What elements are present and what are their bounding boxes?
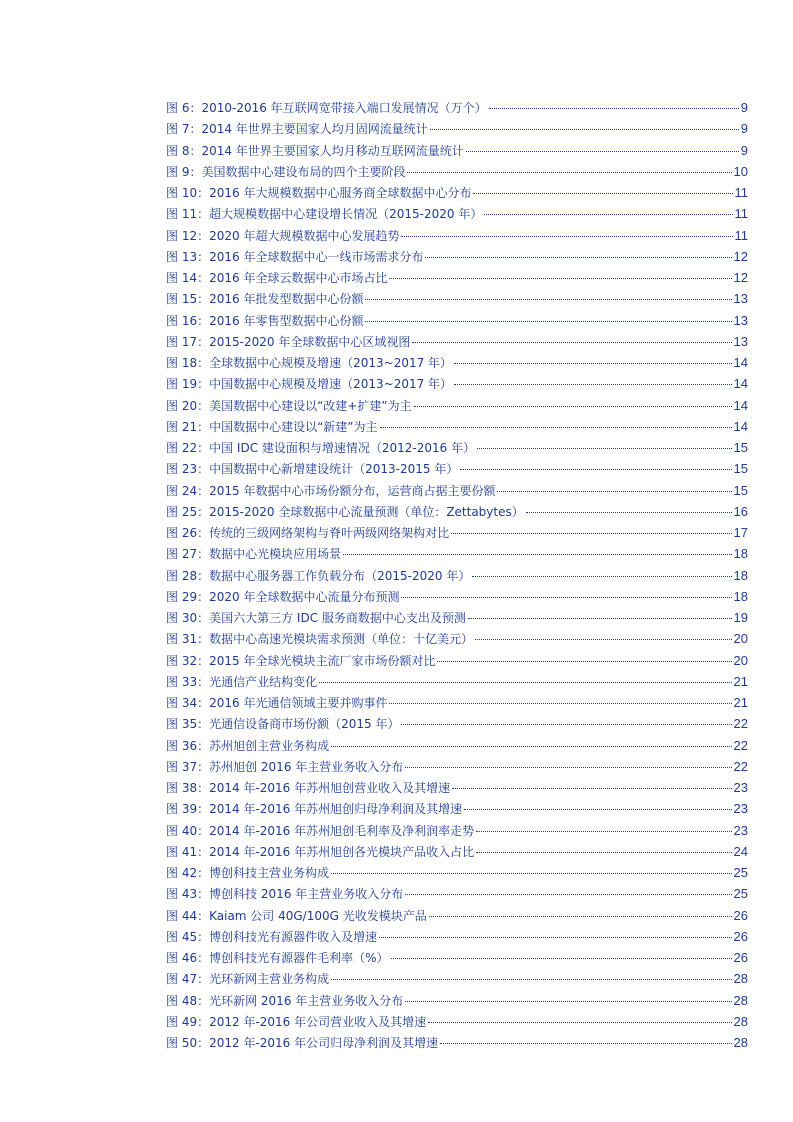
page-number[interactable]: 9 bbox=[740, 100, 748, 115]
figure-number: 图 10： bbox=[166, 186, 210, 200]
toc-entry[interactable] bbox=[166, 650, 748, 671]
dot-leader bbox=[425, 257, 731, 258]
toc-entry[interactable] bbox=[166, 1032, 748, 1053]
figure-title-link[interactable]: 苏州旭创 2016 年主营业务收入分布 bbox=[209, 759, 404, 774]
figure-title-link[interactable]: 2014 年-2016 年苏州旭创营业收入及其增速 bbox=[209, 781, 451, 795]
figure-number: 图 6： bbox=[166, 101, 202, 115]
page-number[interactable]: 11 bbox=[734, 206, 748, 222]
page-number[interactable]: 18 bbox=[733, 546, 748, 562]
toc-entry[interactable] bbox=[166, 225, 748, 246]
dot-leader bbox=[343, 554, 731, 555]
toc-entry[interactable] bbox=[166, 246, 748, 267]
figure-number: 图 35： bbox=[166, 717, 210, 732]
figure-title-link[interactable]: 2015-2020 年全球数据中心区域视图 bbox=[209, 334, 411, 349]
figure-number: 图 26： bbox=[166, 526, 210, 540]
page-number[interactable]: 14 bbox=[733, 376, 748, 392]
figure-number: 图 34： bbox=[166, 696, 210, 710]
figure-number: 图 19： bbox=[166, 377, 210, 392]
toc-entry[interactable] bbox=[166, 395, 748, 416]
toc-entry[interactable] bbox=[166, 331, 748, 352]
toc-entry[interactable] bbox=[166, 118, 748, 139]
page-number[interactable]: 22 bbox=[733, 716, 748, 732]
figure-number: 图 30： bbox=[166, 611, 210, 625]
dot-leader bbox=[405, 1001, 731, 1002]
toc-entry[interactable] bbox=[166, 607, 748, 628]
toc-entry[interactable] bbox=[166, 373, 748, 394]
figure-number: 图 32： bbox=[166, 653, 210, 668]
page-number[interactable]: 28 bbox=[733, 992, 748, 1008]
figure-title-link[interactable]: 2014 年-2016 年苏州旭创归母净利润及其增速 bbox=[209, 802, 463, 817]
toc-entry[interactable] bbox=[166, 692, 748, 713]
page-number[interactable]: 12 bbox=[733, 270, 748, 285]
dot-leader bbox=[454, 384, 731, 385]
figure-title-link[interactable]: 2015 年全球光模块主流厂家市场份额对比 bbox=[209, 653, 436, 668]
figure-title-link[interactable]: 2014 年世界主要国家人均月固网流量统计 bbox=[201, 122, 428, 137]
figure-title-link[interactable]: 2016 年批发型数据中心份额 bbox=[209, 292, 364, 307]
figure-number: 图 20： bbox=[166, 398, 210, 413]
dot-leader bbox=[466, 151, 739, 152]
toc-entry[interactable] bbox=[166, 671, 748, 692]
page-number[interactable]: 28 bbox=[733, 1013, 748, 1029]
dot-leader bbox=[440, 1043, 731, 1044]
figure-number: 图 50： bbox=[166, 1036, 210, 1050]
dot-leader bbox=[476, 831, 731, 832]
page-number[interactable]: 23 bbox=[733, 801, 748, 817]
figure-title-link[interactable]: 光环新网主营业务构成 bbox=[209, 972, 330, 987]
dot-leader bbox=[365, 321, 731, 322]
dot-leader bbox=[489, 108, 739, 109]
figure-number: 图 25： bbox=[166, 504, 210, 519]
figure-number: 图 49： bbox=[166, 1014, 210, 1029]
dot-leader bbox=[414, 406, 732, 407]
page-number[interactable]: 15 bbox=[733, 440, 748, 455]
figure-number: 图 8： bbox=[166, 143, 202, 158]
figure-title-link[interactable]: 美国六大第三方 IDC 服务商数据中心支出及预测 bbox=[209, 611, 466, 625]
dot-leader bbox=[412, 342, 731, 343]
toc-entry[interactable] bbox=[166, 458, 748, 479]
dot-leader bbox=[365, 299, 731, 300]
page-number[interactable]: 13 bbox=[733, 312, 748, 328]
figure-number: 图 42： bbox=[166, 866, 210, 880]
figure-number: 图 23： bbox=[166, 462, 210, 477]
page-number[interactable]: 26 bbox=[733, 907, 748, 923]
page-number[interactable]: 20 bbox=[733, 631, 748, 647]
figure-title-link[interactable]: 2020 年全球数据中心流量分布预测 bbox=[209, 589, 400, 604]
dot-leader bbox=[428, 1022, 731, 1023]
toc-entry[interactable] bbox=[166, 203, 748, 224]
page-number[interactable]: 18 bbox=[733, 588, 748, 604]
figure-number: 图 36： bbox=[166, 738, 210, 753]
toc-entry[interactable] bbox=[166, 883, 748, 904]
figure-number: 图 31： bbox=[166, 632, 210, 647]
figure-number: 图 46： bbox=[166, 951, 210, 965]
toc-entry[interactable] bbox=[166, 140, 748, 161]
figure-title-link[interactable]: 2014 年-2016 年苏州旭创毛利率及净利润率走势 bbox=[209, 823, 475, 838]
toc-entry[interactable] bbox=[166, 288, 748, 309]
dot-leader bbox=[451, 533, 731, 534]
dot-leader bbox=[379, 937, 731, 938]
page-number[interactable]: 11 bbox=[734, 185, 748, 200]
page-number[interactable]: 9 bbox=[740, 121, 748, 137]
figure-number: 图 9： bbox=[166, 164, 202, 179]
page-number[interactable]: 10 bbox=[733, 163, 748, 179]
figure-number: 图 29： bbox=[166, 589, 210, 604]
figure-title-link[interactable]: 数据中心光模块应用场景 bbox=[209, 547, 342, 562]
figure-title-link[interactable]: 2016 年大规模数据中心服务商全球数据中心分布 bbox=[209, 186, 472, 200]
toc-entry[interactable] bbox=[166, 756, 748, 777]
toc-entry[interactable] bbox=[166, 820, 748, 841]
page-number[interactable]: 25 bbox=[733, 865, 748, 880]
toc-entry[interactable] bbox=[166, 565, 748, 586]
toc-entry[interactable] bbox=[166, 713, 748, 734]
toc-entry[interactable] bbox=[166, 777, 748, 798]
toc-entry[interactable] bbox=[166, 501, 748, 522]
figure-number: 图 43： bbox=[166, 887, 210, 902]
figure-title-link[interactable]: Kaiam 公司 40G/100G 光收发模块产品 bbox=[209, 908, 427, 923]
figure-number: 图 18： bbox=[166, 356, 210, 370]
figure-title-link[interactable]: 2014 年世界主要国家人均月移动互联网流量统计 bbox=[201, 143, 464, 158]
figure-number: 图 38： bbox=[166, 781, 210, 795]
toc-entry[interactable] bbox=[166, 628, 748, 649]
figure-title-link[interactable]: 2016 年光通信领域主要并购事件 bbox=[209, 696, 388, 710]
figure-title-link[interactable]: 2012 年-2016 年公司归母净利润及其增速 bbox=[209, 1036, 439, 1050]
figure-number: 图 14： bbox=[166, 271, 210, 285]
toc-entry[interactable] bbox=[166, 522, 748, 543]
figure-number: 图 15： bbox=[166, 292, 210, 307]
toc-entry[interactable] bbox=[166, 862, 748, 883]
dot-leader bbox=[472, 576, 731, 577]
page-number[interactable]: 18 bbox=[733, 567, 748, 583]
dot-leader bbox=[401, 597, 731, 598]
dot-leader bbox=[477, 448, 731, 449]
page-number[interactable]: 16 bbox=[733, 503, 748, 519]
figure-title-link[interactable]: 中国数据中心建设以“新建”为主 bbox=[209, 419, 378, 434]
figure-title-link[interactable]: 2016 年全球云数据中心市场占比 bbox=[209, 271, 388, 285]
toc-entry[interactable] bbox=[166, 97, 748, 118]
dot-leader bbox=[401, 724, 731, 725]
figure-title-link[interactable]: 全球数据中心规模及增速（2013~2017 年） bbox=[209, 356, 453, 370]
toc-entry[interactable] bbox=[166, 182, 748, 203]
page-number[interactable]: 23 bbox=[733, 780, 748, 795]
toc-entry[interactable] bbox=[166, 310, 748, 331]
figure-title-link[interactable]: 2014 年-2016 年苏州旭创各光模块产品收入占比 bbox=[209, 844, 475, 859]
page-number[interactable]: 14 bbox=[733, 397, 748, 413]
dot-leader bbox=[437, 661, 731, 662]
toc-entry[interactable] bbox=[166, 437, 748, 458]
toc-entry[interactable] bbox=[166, 480, 748, 501]
dot-leader bbox=[468, 618, 732, 619]
figure-title-link[interactable]: 光环新网 2016 年主营业务收入分布 bbox=[209, 993, 404, 1008]
figure-title-link[interactable]: 中国数据中心新增建设统计（2013-2015 年） bbox=[209, 462, 459, 477]
toc-entry[interactable] bbox=[166, 352, 748, 373]
figure-number: 图 40： bbox=[166, 823, 210, 838]
figure-number: 图 41： bbox=[166, 844, 210, 859]
page-number[interactable]: 11 bbox=[734, 227, 748, 243]
dot-leader bbox=[430, 129, 739, 130]
page-number[interactable]: 21 bbox=[733, 695, 748, 710]
figure-title-link[interactable]: 2016 年全球数据中心一线市场需求分布 bbox=[209, 249, 424, 264]
figure-number: 图 28： bbox=[166, 568, 210, 583]
figure-number: 图 44： bbox=[166, 908, 210, 923]
dot-leader bbox=[407, 172, 731, 173]
dot-leader bbox=[405, 894, 731, 895]
figure-number: 图 22： bbox=[166, 441, 210, 455]
dot-leader bbox=[475, 639, 731, 640]
figure-title-link[interactable]: 数据中心高速光模块需求预测（单位：十亿美元） bbox=[209, 632, 474, 647]
figure-title-link[interactable]: 美国数据中心建设布局的四个主要阶段 bbox=[201, 164, 406, 179]
figure-number: 图 27： bbox=[166, 547, 210, 562]
toc-entry[interactable] bbox=[166, 990, 748, 1011]
toc-entry[interactable] bbox=[166, 947, 748, 968]
figure-title-link[interactable]: 2015 年数据中心市场份额分布，运营商占据主要份额 bbox=[209, 483, 496, 498]
page-number[interactable]: 13 bbox=[733, 333, 748, 349]
dot-leader bbox=[401, 236, 732, 237]
dot-leader bbox=[526, 512, 732, 513]
dot-leader bbox=[429, 916, 732, 917]
page-number[interactable]: 26 bbox=[733, 950, 748, 965]
dot-leader bbox=[331, 746, 731, 747]
dot-leader bbox=[497, 491, 731, 492]
page-number[interactable]: 21 bbox=[733, 673, 748, 689]
dot-leader bbox=[452, 788, 731, 789]
figure-title-link[interactable]: 美国数据中心建设以“改建+扩建”为主 bbox=[209, 398, 412, 413]
page-number[interactable]: 22 bbox=[733, 758, 748, 774]
figure-title-link[interactable]: 中国数据中心规模及增速（2013~2017 年） bbox=[209, 377, 453, 392]
figure-number: 图 45： bbox=[166, 929, 210, 944]
figure-title-link[interactable]: 2010-2016 年互联网宽带接入端口发展情况（万个） bbox=[201, 101, 487, 115]
page-number[interactable]: 23 bbox=[733, 822, 748, 838]
page-number[interactable]: 17 bbox=[733, 525, 748, 540]
toc-entry[interactable] bbox=[166, 1011, 748, 1032]
figure-number: 图 47： bbox=[166, 972, 210, 987]
dot-leader bbox=[331, 979, 731, 980]
toc-entry[interactable] bbox=[166, 905, 748, 926]
dot-leader bbox=[391, 958, 732, 959]
figure-title-link[interactable]: 中国 IDC 建设面积与增速情况（2012-2016 年） bbox=[209, 441, 476, 455]
page-number[interactable]: 24 bbox=[733, 843, 748, 859]
toc-entry[interactable] bbox=[166, 586, 748, 607]
dot-leader bbox=[473, 193, 732, 194]
dot-leader bbox=[460, 469, 731, 470]
dot-leader bbox=[389, 278, 731, 279]
figure-number: 图 16： bbox=[166, 313, 210, 328]
dot-leader bbox=[464, 809, 731, 810]
toc-entry[interactable] bbox=[166, 416, 748, 437]
figure-title-link[interactable]: 博创科技光有源器件毛利率（%） bbox=[209, 951, 389, 965]
page-number[interactable]: 13 bbox=[733, 291, 748, 307]
page-number[interactable]: 25 bbox=[733, 886, 748, 902]
figure-number: 图 37： bbox=[166, 759, 210, 774]
figure-title-link[interactable]: 博创科技光有源器件收入及增速 bbox=[209, 929, 378, 944]
page-number[interactable]: 19 bbox=[733, 610, 748, 625]
dot-leader bbox=[380, 427, 732, 428]
page-number[interactable]: 15 bbox=[733, 461, 748, 477]
page-number[interactable]: 26 bbox=[733, 928, 748, 944]
figure-title-link[interactable]: 光通信设备商市场份额（2015 年） bbox=[209, 717, 400, 732]
dot-leader bbox=[319, 682, 731, 683]
figure-number: 图 7： bbox=[166, 122, 202, 137]
figure-table-of-contents bbox=[166, 97, 748, 1053]
page-number[interactable]: 15 bbox=[733, 482, 748, 498]
page-number[interactable]: 12 bbox=[733, 248, 748, 264]
toc-entry[interactable] bbox=[166, 735, 748, 756]
figure-number: 图 21： bbox=[166, 419, 210, 434]
dot-leader bbox=[454, 363, 731, 364]
dot-leader bbox=[476, 852, 731, 853]
toc-entry[interactable] bbox=[166, 161, 748, 182]
page-number[interactable]: 14 bbox=[733, 418, 748, 434]
figure-title-link[interactable]: 2012 年-2016 年公司营业收入及其增速 bbox=[209, 1014, 427, 1029]
figure-number: 图 33： bbox=[166, 674, 210, 689]
figure-title-link[interactable]: 2015-2020 全球数据中心流量预测（单位：Zettabytes） bbox=[209, 504, 524, 519]
dot-leader bbox=[389, 703, 731, 704]
figure-title-link[interactable]: 传统的三级网络架构与脊叶两级网络架构对比 bbox=[209, 526, 450, 540]
toc-entry[interactable] bbox=[166, 841, 748, 862]
dot-leader bbox=[405, 767, 731, 768]
dot-leader bbox=[484, 214, 732, 215]
figure-number: 图 11： bbox=[166, 207, 210, 222]
figure-title-link[interactable]: 2016 年零售型数据中心份额 bbox=[209, 313, 364, 328]
dot-leader bbox=[331, 873, 731, 874]
figure-title-link[interactable]: 超大规模数据中心建设增长情况（2015-2020 年） bbox=[209, 207, 483, 222]
figure-number: 图 12： bbox=[166, 228, 210, 243]
page-number[interactable]: 22 bbox=[733, 737, 748, 753]
figure-title-link[interactable]: 博创科技 2016 年主营业务收入分布 bbox=[209, 887, 404, 902]
figure-title-link[interactable]: 数据中心服务器工作负载分布（2015-2020 年） bbox=[209, 568, 471, 583]
page-number[interactable]: 14 bbox=[733, 355, 748, 370]
toc-entry[interactable] bbox=[166, 543, 748, 564]
figure-number: 图 48： bbox=[166, 993, 210, 1008]
page-number[interactable]: 20 bbox=[733, 652, 748, 668]
figure-number: 图 17： bbox=[166, 334, 210, 349]
toc-entry[interactable] bbox=[166, 926, 748, 947]
toc-entry[interactable] bbox=[166, 798, 748, 819]
toc-entry[interactable] bbox=[166, 267, 748, 288]
figure-title-link[interactable]: 博创科技主营业务构成 bbox=[209, 866, 330, 880]
figure-number: 图 39： bbox=[166, 802, 210, 817]
page-number[interactable]: 28 bbox=[733, 1035, 748, 1050]
figure-number: 图 13： bbox=[166, 249, 210, 264]
figure-number: 图 24： bbox=[166, 483, 210, 498]
figure-title-link[interactable]: 苏州旭创主营业务构成 bbox=[209, 738, 330, 753]
figure-title-link[interactable]: 2020 年超大规模数据中心发展趋势 bbox=[209, 228, 400, 243]
page-number[interactable]: 9 bbox=[740, 142, 748, 158]
figure-title-link[interactable]: 光通信产业结构变化 bbox=[209, 674, 318, 689]
toc-entry[interactable] bbox=[166, 968, 748, 989]
page-number[interactable]: 28 bbox=[733, 971, 748, 987]
